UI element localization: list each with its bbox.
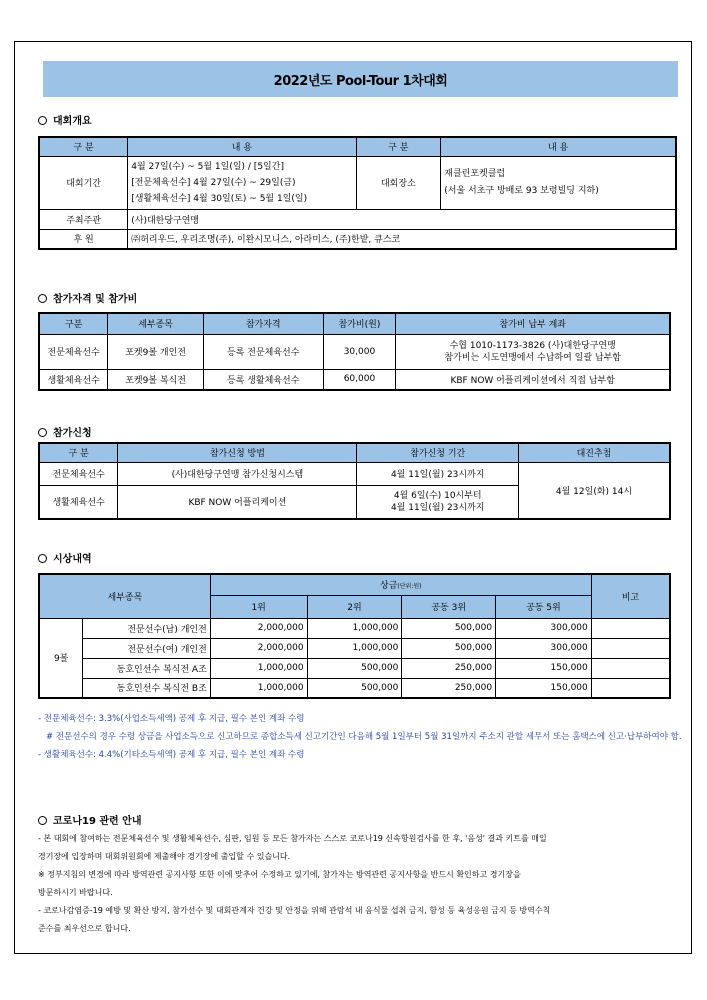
prize-value: 1,000,000: [307, 638, 402, 658]
period-label: 대회기간: [39, 156, 128, 209]
prize-value: 250,000: [402, 658, 496, 678]
venue-line: (서울 서초구 방배로 93 보령빌딩 지하): [444, 185, 599, 196]
rank-header: 공동 3위: [402, 595, 496, 618]
header-cell: 구 분: [39, 443, 118, 462]
period-line: [전문체육선수] 4월 27일(수) ~ 29일(금): [131, 177, 296, 188]
note-cell: [591, 638, 670, 658]
table-cell: 등록 전문체육선수: [203, 334, 323, 369]
section-title: 참가신청: [53, 428, 92, 439]
section-title: 참가자격 및 참가비: [53, 294, 138, 305]
overview-table: [38, 136, 677, 250]
period-cell: [357, 485, 518, 519]
section-prize-heading: [38, 550, 92, 565]
prize-value: 250,000: [402, 678, 496, 698]
section-title: 코로나19 관련 안내: [53, 816, 142, 827]
event-name: 동호인선수 복식전 A조: [83, 658, 210, 678]
period-line: [생활체육선수] 4월 30일(토) ~ 5월 1일(일): [131, 193, 308, 204]
prize-value: 2,000,000: [210, 638, 307, 658]
period-line: 4월 6일(수) 10시부터: [393, 490, 482, 501]
group-cell: 9볼: [39, 618, 83, 698]
table-cell: 30,000: [323, 334, 396, 369]
prize-value: 300,000: [496, 618, 592, 638]
application-table: [38, 442, 671, 520]
table-cell: 60,000: [323, 369, 396, 390]
draw-cell: 4월 12일(화) 14시: [518, 462, 670, 519]
prize-header-label: 상금: [380, 581, 398, 592]
circle-bullet-icon: [38, 428, 47, 437]
header-cell: 구분: [39, 313, 108, 334]
prize-value: 1,000,000: [307, 618, 402, 638]
note-cell: [591, 678, 670, 698]
account-cell: [396, 334, 670, 369]
table-cell: (사)대한당구연맹 참가신청시스템: [118, 462, 357, 485]
venue-value: [441, 156, 676, 209]
rank-header: 공동 5위: [496, 595, 592, 618]
prize-value: 500,000: [402, 618, 496, 638]
table-cell: KBF NOW 어플리케이션에서 직접 납부함: [396, 369, 670, 390]
circle-bullet-icon: [38, 816, 47, 825]
prize-note-line: # 전문선수의 경우 수령 상금을 사업소득으로 신고하므로 종합소득세 신고기간인 다음해 5월 1일부터 5월 31일까지 주소지 관할 세무서 또는 홈택스에 신고·납부하여야 함.: [46, 732, 682, 742]
header-cell: 참가신청 기간: [357, 443, 518, 462]
table-cell: 포켓9볼 개인전: [108, 334, 204, 369]
covid-note-line: - 본 대회에 참여하는 전문체육선수 및 생활체육선수, 심판, 임원 등 모든 참가자는 스스로 코로나19 신속항원검사를 한 후, '음성' 결과 키트를 매일: [38, 834, 547, 843]
covid-note-line: 방문하시기 바랍니다.: [38, 888, 113, 897]
section-title: 시상내역: [53, 554, 92, 565]
sponsor-value: ㈜허리우드, 우리조명(주), 이완시모니스, 아라미스, (주)한밭, 큐스코: [128, 229, 676, 249]
covid-note-line: - 코로나감염증-19 예방 및 확산 방지, 참가선수 및 대회관계자 건강 및 안정을 위해 관람석 내 음식물 섭취 금지, 함성 등 육성응원 금지 등 방역수칙: [38, 906, 551, 915]
prize-value: 500,000: [307, 658, 402, 678]
period-value: [128, 156, 356, 209]
covid-note-line: ※ 정부지침의 변경에 따라 방역관련 공지사항 또한 이에 맞추어 수정하고 있기에, 참가자는 방역관련 공지사항을 반드시 확인하고 경기장을: [38, 870, 521, 879]
header-cell: 내 용: [128, 137, 356, 156]
prize-notes: [38, 710, 684, 764]
header-cell: 구 분: [39, 137, 128, 156]
header-cell: 구 분: [356, 137, 441, 156]
prize-value: 500,000: [402, 638, 496, 658]
header-cell: 내 용: [441, 137, 676, 156]
table-cell: 4월 11일(월) 23시까지: [357, 462, 518, 485]
header-cell: 참가비(원): [323, 313, 396, 334]
account-line: 수협 1010-1173-3826 (사)대한당구연맹: [449, 340, 616, 351]
covid-note-line: 준수를 최우선으로 합니다.: [38, 924, 131, 933]
period-line: 4월 27일(수) ~ 5월 1일(일) / [5일간]: [131, 161, 284, 172]
venue-line: 재클린포켓클럽: [444, 168, 506, 179]
section-overview-heading: [38, 112, 92, 127]
rank-header: 2위: [307, 595, 402, 618]
covid-note-line: 경기장에 입장하며 대회위원회에 제출해야 경기장에 출입할 수 있습니다.: [38, 852, 291, 861]
prize-value: 150,000: [496, 658, 592, 678]
table-cell: 생활체육선수: [39, 369, 108, 390]
table-cell: 등록 생활체육선수: [203, 369, 323, 390]
event-name: 전문선수(남) 개인전: [83, 618, 210, 638]
sponsor-label: 후 원: [39, 229, 128, 249]
header-cell: 참가신청 방법: [118, 443, 357, 462]
prize-value: 300,000: [496, 638, 592, 658]
prize-unit-label: (단위:원): [397, 583, 422, 591]
table-cell: 전문체육선수: [39, 334, 108, 369]
prize-value: 500,000: [307, 678, 402, 698]
section-title: 대회개요: [53, 116, 92, 127]
event-name: 전문선수(여) 개인전: [83, 638, 210, 658]
section-covid-heading: [38, 812, 142, 827]
venue-label: 대회장소: [356, 156, 441, 209]
prize-value: 150,000: [496, 678, 592, 698]
page-title-text: 2022년도 Pool-Tour 1차대회: [273, 73, 448, 89]
prize-table: [38, 573, 671, 699]
table-cell: 포켓9볼 복식전: [108, 369, 204, 390]
event-header: 세부종목: [39, 574, 210, 618]
note-cell: [591, 618, 670, 638]
eligibility-table: [38, 312, 671, 391]
table-cell: KBF NOW 어플리케이션: [118, 485, 357, 519]
prize-value: 1,000,000: [210, 658, 307, 678]
account-line: 참가비는 시도연맹에서 수납하여 일괄 납부함: [444, 352, 622, 363]
table-cell: 생활체육선수: [39, 485, 118, 519]
rank-header: 1위: [210, 595, 307, 618]
host-label: 주최주관: [39, 209, 128, 229]
section-application-heading: [38, 424, 92, 439]
header-cell: 세부종목: [108, 313, 204, 334]
table-cell: 전문체육선수: [39, 462, 118, 485]
note-cell: [591, 658, 670, 678]
event-name: 동호인선수 복식전 B조: [83, 678, 210, 698]
circle-bullet-icon: [38, 294, 47, 303]
circle-bullet-icon: [38, 554, 47, 563]
period-line: 4월 11일(월) 23시까지: [390, 502, 485, 513]
prize-note-line: - 전문체육선수: 3.3%(사업소득세액) 공제 후 지급, 필수 본인 계좌 수령: [38, 714, 305, 724]
header-cell: 참가자격: [203, 313, 323, 334]
note-header: 비고: [591, 574, 670, 618]
prize-value: 2,000,000: [210, 618, 307, 638]
circle-bullet-icon: [38, 116, 47, 125]
page-title: [43, 61, 678, 97]
covid-notes: [38, 830, 684, 938]
prize-header: [210, 574, 591, 595]
section-eligibility-heading: [38, 290, 137, 305]
prize-note-line: - 생활체육선수: 4.4%(기타소득세액) 공제 후 지급, 필수 본인 계좌 수령: [38, 750, 305, 760]
prize-value: 1,000,000: [210, 678, 307, 698]
header-cell: 참가비 납부 계좌: [396, 313, 670, 334]
header-cell: 대진추첨: [518, 443, 670, 462]
host-value: (사)대한당구연맹: [128, 209, 676, 229]
